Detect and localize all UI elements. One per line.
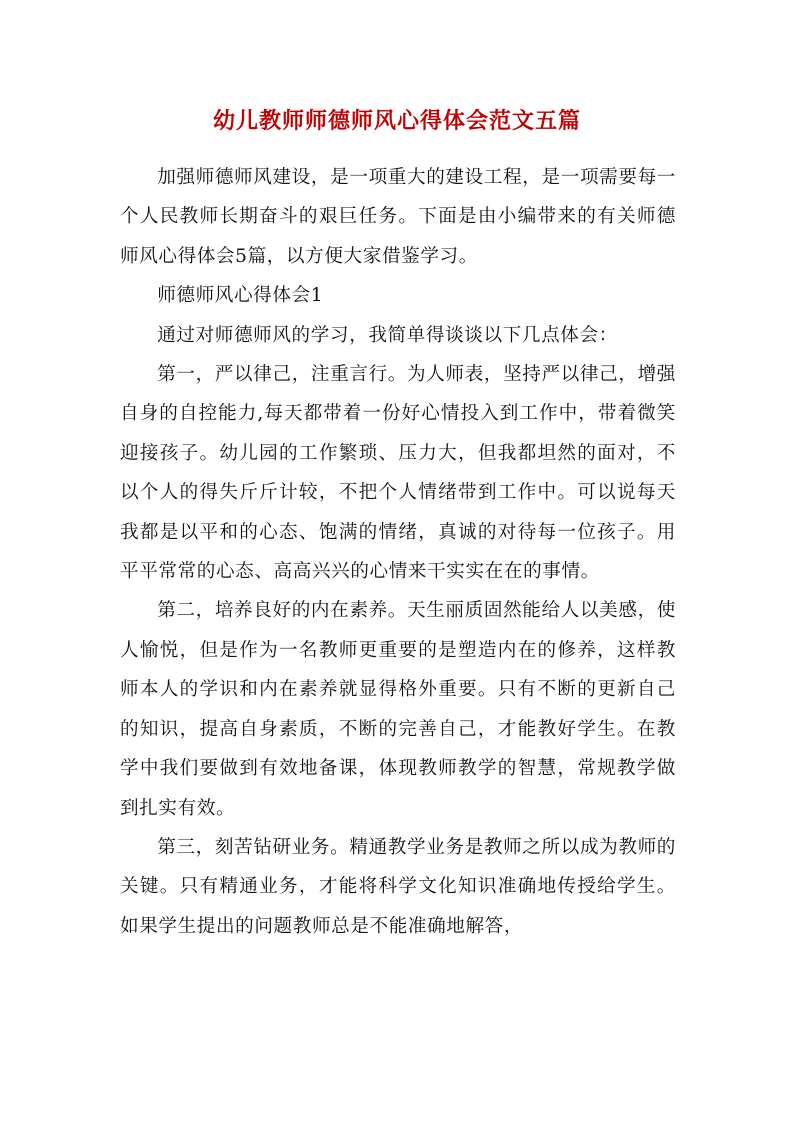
document-title: 幼儿教师师德师风心得体会范文五篇 bbox=[212, 108, 581, 134]
intro-paragraph: 加强师德师风建设，是一项重大的建设工程，是一项需要每一个人民教师长期奋斗的艰巨任务。下面是由小编带来的有关师德师风心得体会5篇，以方便大家借鉴学习。 bbox=[120, 167, 676, 267]
paragraph-point-1: 第一，严以律己，注重言行。为人师表，坚持严以律己，增强自身的自控能力,每天都带着一份好心情投入到工作中，带着微笑迎接孩子。幼儿园的工作繁琐、压力大，但我都坦然的面对，不以个人的得失斤斤计较，不把个人情绪带到工作中。可以说每天我都是以平和的心态、饱满的情绪，真诚的对待每一位孩子。用平平常常的心态、高高兴兴的心情来干实实在在的事情。 bbox=[120, 364, 676, 583]
section-heading-1: 师德师风心得体会1 bbox=[157, 285, 324, 307]
lead-paragraph: 通过对师德师风的学习，我简单得谈谈以下几点体会： bbox=[157, 324, 618, 346]
paragraph-point-3: 第三，刻苦钻研业务。精通教学业务是教师之所以成为教师的关键。只有精通业务，才能将科学文化知识准确地传授给学生。如果学生提出的问题教师总是不能准确地解答， bbox=[120, 836, 676, 937]
document-body bbox=[120, 158, 676, 946]
paragraph-point-2: 第二，培养良好的内在素养。天生丽质固然能给人以美感，使人愉悦，但是作为一名教师更重要的是塑造内在的修养，这样教师本人的学识和内在素养就显得格外重要。只有不断的更新自己的知识，提高自身素质，不断的完善自己，才能教好学生。在教学中我们要做到有效地备课，体现教师教学的智慧，常规教学做到扎实有效。 bbox=[120, 600, 676, 819]
